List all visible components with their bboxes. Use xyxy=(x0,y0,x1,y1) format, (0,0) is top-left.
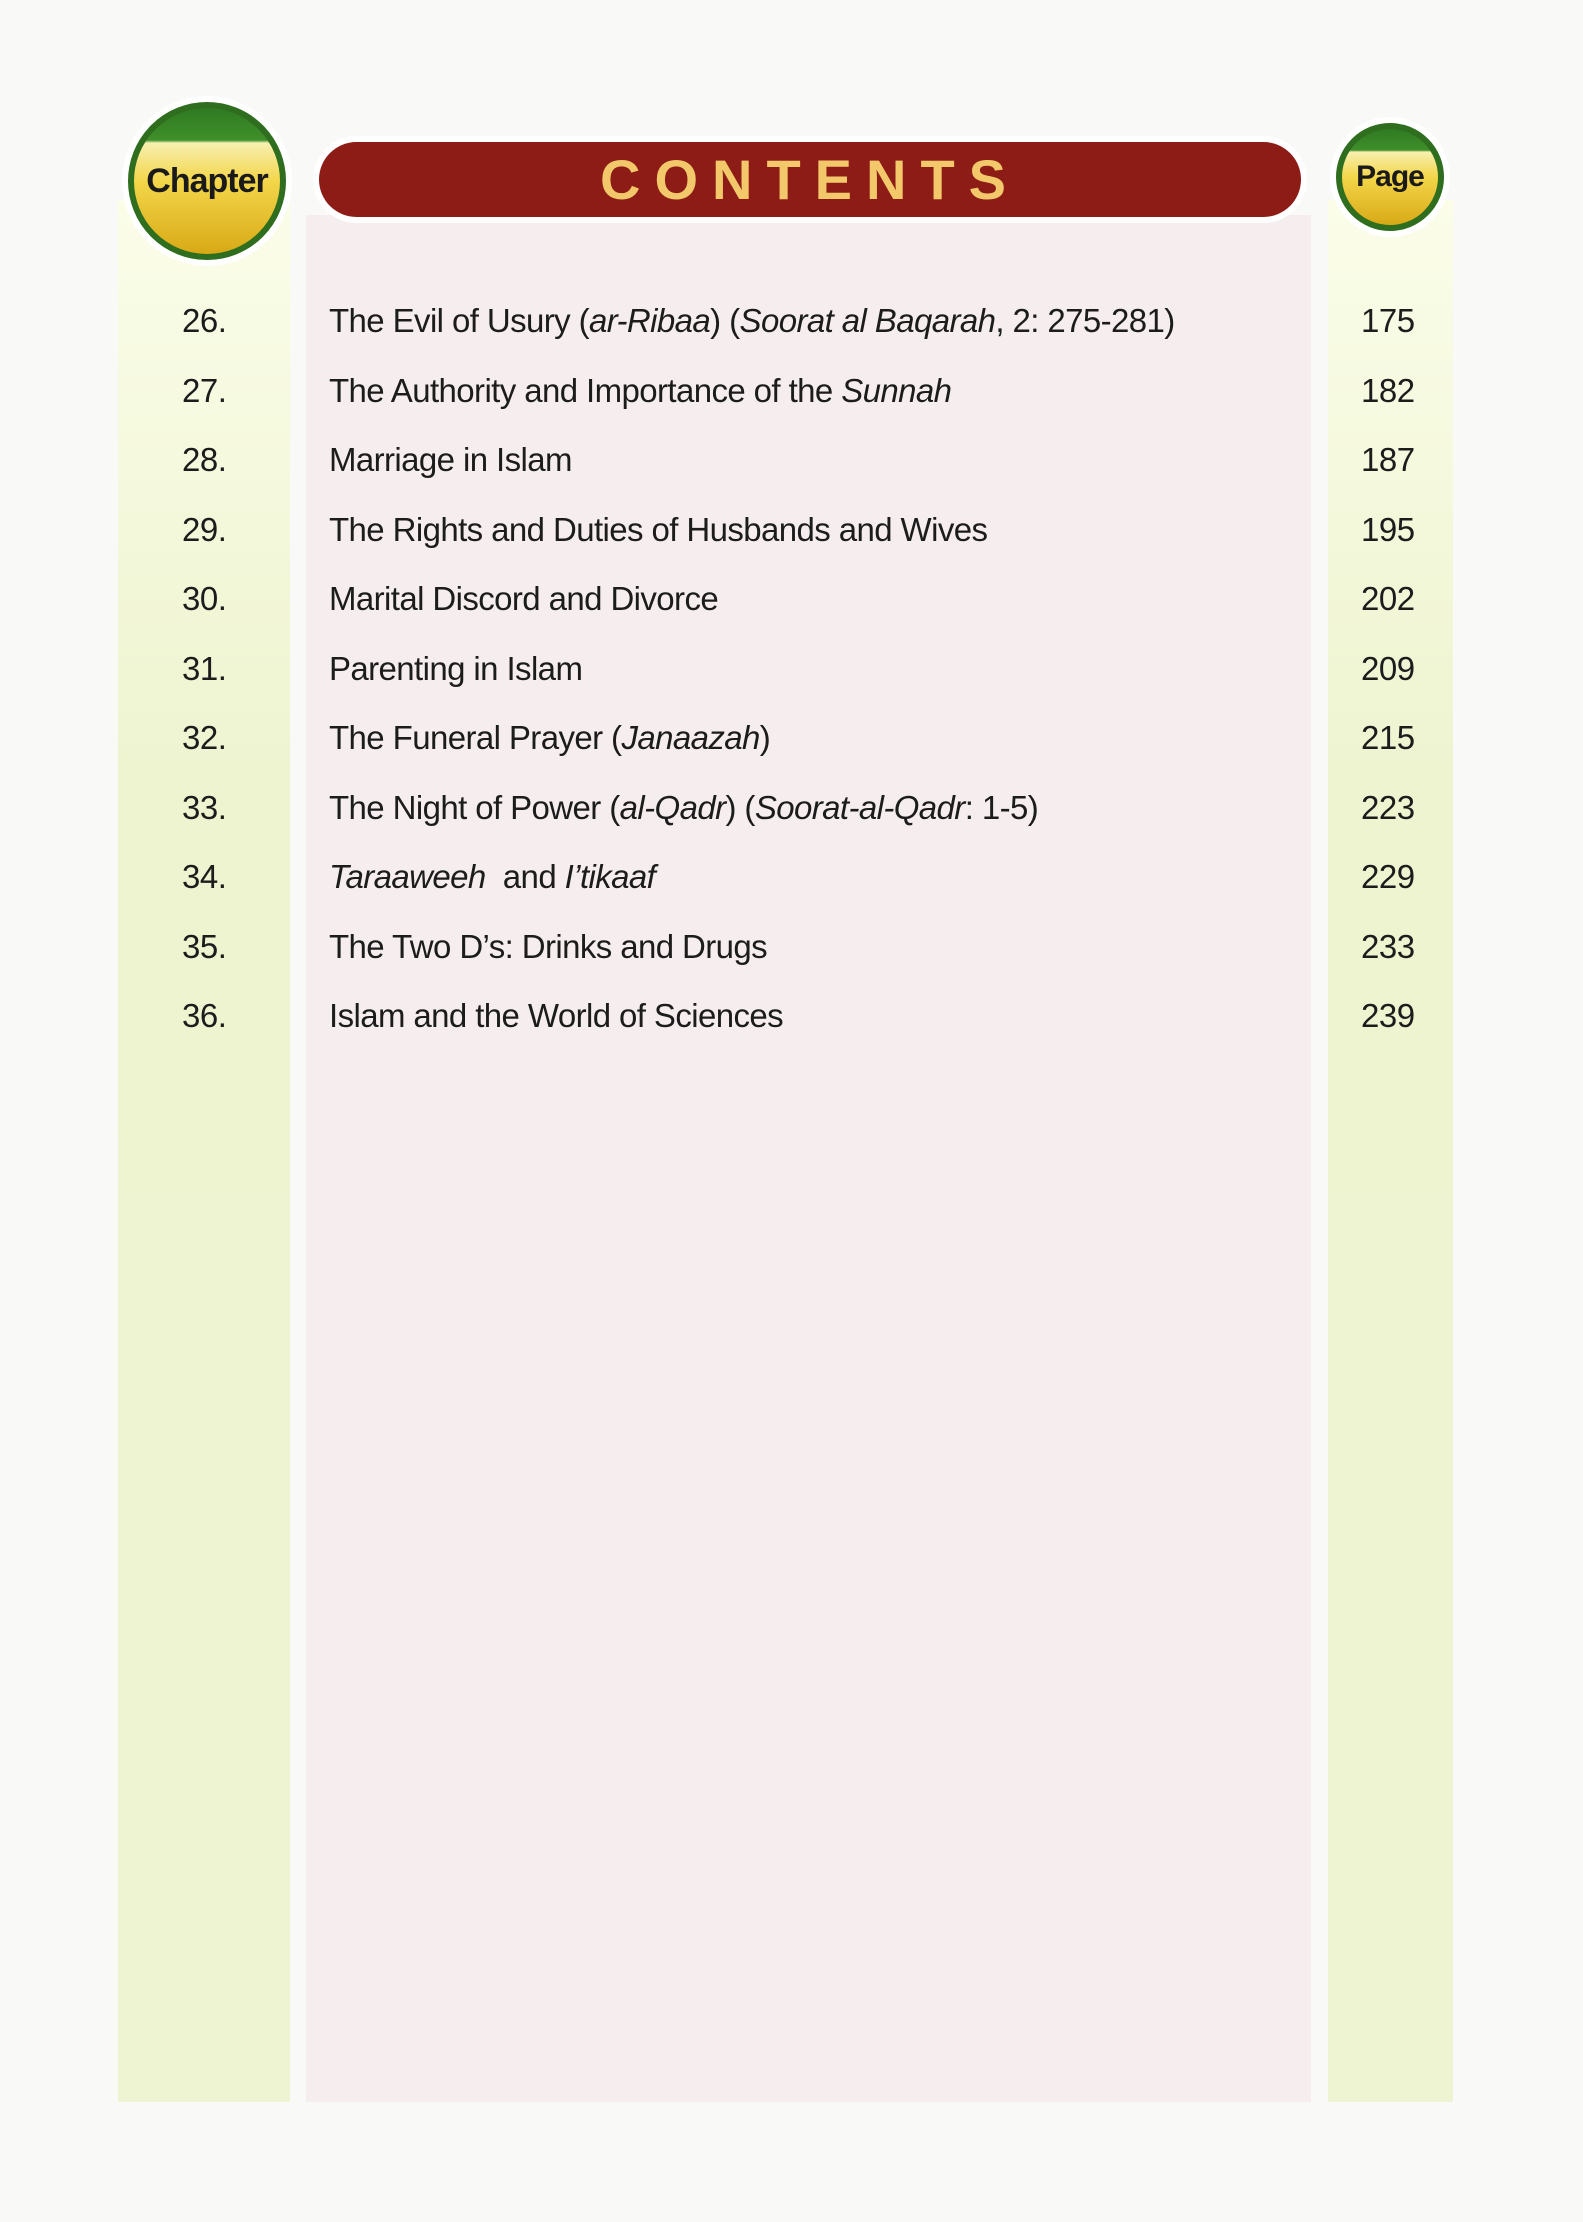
page-number: 202 xyxy=(1361,580,1415,617)
page-number: 187 xyxy=(1361,441,1415,478)
title-segment: ) xyxy=(759,719,771,756)
toc-entry[interactable] xyxy=(0,858,1583,918)
chapter-number: 34. xyxy=(182,858,227,895)
chapter-number: 32. xyxy=(182,719,227,756)
title-segment: ar-Ribaa xyxy=(589,302,711,339)
chapter-title xyxy=(329,511,987,549)
chapter-title xyxy=(329,650,582,688)
title-segment: ) ( xyxy=(710,302,740,339)
title-segment: Marital Discord and Divorce xyxy=(329,580,719,617)
page-number: 229 xyxy=(1361,858,1415,895)
title-segment: Soorat-al-Qadr xyxy=(754,788,965,826)
page-label: Page xyxy=(1356,160,1424,193)
toc-entry[interactable] xyxy=(0,997,1583,1057)
chapter-number: 31. xyxy=(182,649,227,687)
title-segment: : 1-5) xyxy=(964,788,1039,826)
chapter-title xyxy=(329,372,951,410)
page-number: 215 xyxy=(1361,719,1415,756)
title-segment: Sunnah xyxy=(841,371,952,409)
page-number: 209 xyxy=(1361,649,1415,687)
title-segment: Janaazah xyxy=(621,719,760,756)
page-number: 182 xyxy=(1361,371,1415,409)
chapter-title xyxy=(329,997,783,1035)
toc-entry[interactable] xyxy=(0,580,1583,640)
title-segment: ) ( xyxy=(725,788,755,826)
chapter-number: 28. xyxy=(182,441,227,478)
title-segment: and xyxy=(485,858,565,895)
chapter-title xyxy=(329,719,770,757)
toc-entry[interactable] xyxy=(0,302,1583,362)
chapter-title xyxy=(329,580,718,618)
page-badge xyxy=(1336,123,1444,231)
page-number: 233 xyxy=(1361,927,1415,965)
chapter-title xyxy=(329,302,1175,340)
toc-entry[interactable] xyxy=(0,441,1583,501)
chapter-badge xyxy=(128,102,286,260)
chapter-number: 35. xyxy=(182,927,227,965)
chapter-title xyxy=(329,789,1038,827)
title-segment: The Evil of Usury ( xyxy=(329,302,589,339)
chapter-label: Chapter xyxy=(146,161,268,200)
chapter-number: 30. xyxy=(182,580,227,617)
page-number: 175 xyxy=(1361,302,1415,339)
title-segment: The Two D’s: Drinks and Drugs xyxy=(329,927,768,965)
toc-entry[interactable] xyxy=(0,928,1583,988)
chapter-number: 33. xyxy=(182,788,227,826)
chapter-number: 26. xyxy=(182,302,227,339)
title-segment: The Rights and Duties of Husbands and Wives xyxy=(329,510,988,548)
page-number: 195 xyxy=(1361,510,1415,548)
toc-entry[interactable] xyxy=(0,789,1583,849)
toc-entry[interactable] xyxy=(0,650,1583,710)
page-number: 223 xyxy=(1361,788,1415,826)
title-segment: al-Qadr xyxy=(619,788,726,826)
toc-entry[interactable] xyxy=(0,372,1583,432)
title-segment: The Authority and Importance of the xyxy=(329,371,842,409)
title-segment: Parenting in Islam xyxy=(329,649,583,687)
title-segment: Marriage in Islam xyxy=(329,441,572,478)
title-segment: Islam and the World of Sciences xyxy=(329,997,784,1034)
title-segment: The Funeral Prayer ( xyxy=(329,719,622,756)
contents-header xyxy=(319,142,1301,217)
toc-entry[interactable] xyxy=(0,511,1583,571)
title-segment: , 2: 275-281) xyxy=(995,302,1175,339)
page-number: 239 xyxy=(1361,997,1415,1034)
chapter-number: 27. xyxy=(182,371,227,409)
title-segment: The Night of Power ( xyxy=(329,788,620,826)
title-segment: Taraaweeh xyxy=(329,858,486,895)
title-segment: Soorat al Baqarah xyxy=(739,302,996,339)
chapter-title xyxy=(329,858,655,896)
chapter-number: 36. xyxy=(182,997,227,1034)
chapter-number: 29. xyxy=(182,510,227,548)
toc-entry[interactable] xyxy=(0,719,1583,779)
page-title: CONTENTS xyxy=(600,148,1020,211)
chapter-title xyxy=(329,441,572,479)
chapter-title xyxy=(329,928,767,966)
title-segment: I’tikaaf xyxy=(564,858,656,895)
